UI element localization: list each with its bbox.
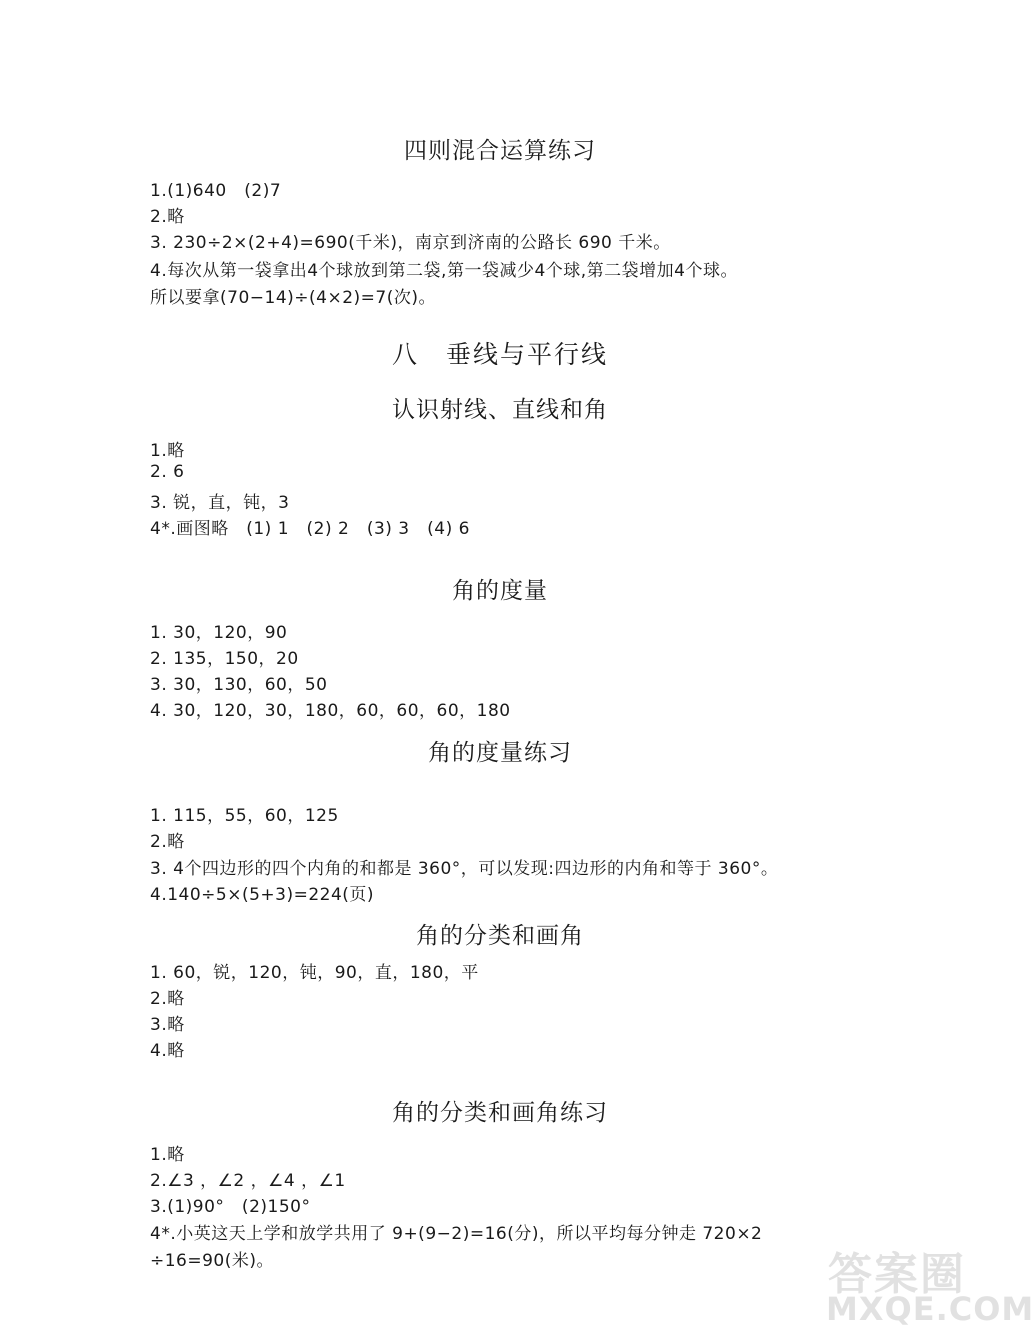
section-title: 角的分类和画角 [416, 923, 584, 949]
chapter-title: 八 垂线与平行线 [391, 340, 608, 369]
section-title: 认识射线、直线和角 [392, 397, 608, 423]
answer-line: 1. 60，锐，120，钝，90，直，180，平 [150, 963, 479, 983]
answer-line: 1.略 [150, 1145, 185, 1165]
answer-line: 1.略 [150, 441, 185, 461]
answer-line: 4*.画图略 (1) 1 (2) 2 (3) 3 (4) 6 [150, 519, 470, 539]
answer-line: 3. 30，130，60，50 [150, 675, 328, 695]
watermark-logo [822, 1238, 1034, 1328]
answer-line: 1. 30，120，90 [150, 623, 288, 643]
section-title: 角的分类和画角练习 [392, 1100, 608, 1126]
watermark-text: 答案圈 [828, 1249, 966, 1300]
answer-line: 所以要拿(70−14)÷(4×2)=7(次)。 [150, 288, 436, 308]
answer-line: 2.略 [150, 989, 185, 1009]
answer-line: 4*.小英这天上学和放学共用了 9+(9−2)=16(分)，所以平均每分钟走 720×2 [150, 1224, 763, 1244]
answer-line: 4.略 [150, 1041, 185, 1061]
answer-line: 4.140÷5×(5+3)=224(页) [150, 885, 375, 905]
answer-line: 3. 230÷2×(2+4)=690(千米)，南京到济南的公路长 690 千米。 [150, 233, 671, 253]
section-title: 角的度量 [452, 578, 548, 604]
section-title: 角的度量练习 [428, 740, 572, 766]
section-title: 四则混合运算练习 [404, 138, 596, 164]
watermark-url: MXQE.COM [826, 1290, 1034, 1328]
answer-line: ÷16=90(米)。 [150, 1251, 275, 1271]
answer-line: 1.(1)640 (2)7 [150, 181, 282, 201]
answer-line: 3. 锐，直，钝，3 [150, 493, 290, 513]
answer-line: 4.每次从第一袋拿出4个球放到第二袋,第一袋减少4个球,第二袋增加4个球。 [150, 261, 738, 281]
answer-line: 3. 4个四边形的四个内角的和都是 360°，可以发现:四边形的内角和等于 360°。 [150, 859, 779, 879]
answer-line: 2.略 [150, 207, 185, 227]
answer-line: 2. 135，150，20 [150, 649, 299, 669]
answer-line: 3.略 [150, 1015, 185, 1035]
answer-line: 1. 115，55，60，125 [150, 806, 339, 826]
answer-line: 2.∠3 ，∠2 ，∠4 ，∠1 [150, 1171, 346, 1191]
answer-line: 2. 6 [150, 462, 185, 482]
answer-line: 4. 30，120，30，180，60，60，60，180 [150, 701, 511, 721]
answer-line: 3.(1)90° (2)150° [150, 1197, 311, 1217]
answer-line: 2.略 [150, 832, 185, 852]
